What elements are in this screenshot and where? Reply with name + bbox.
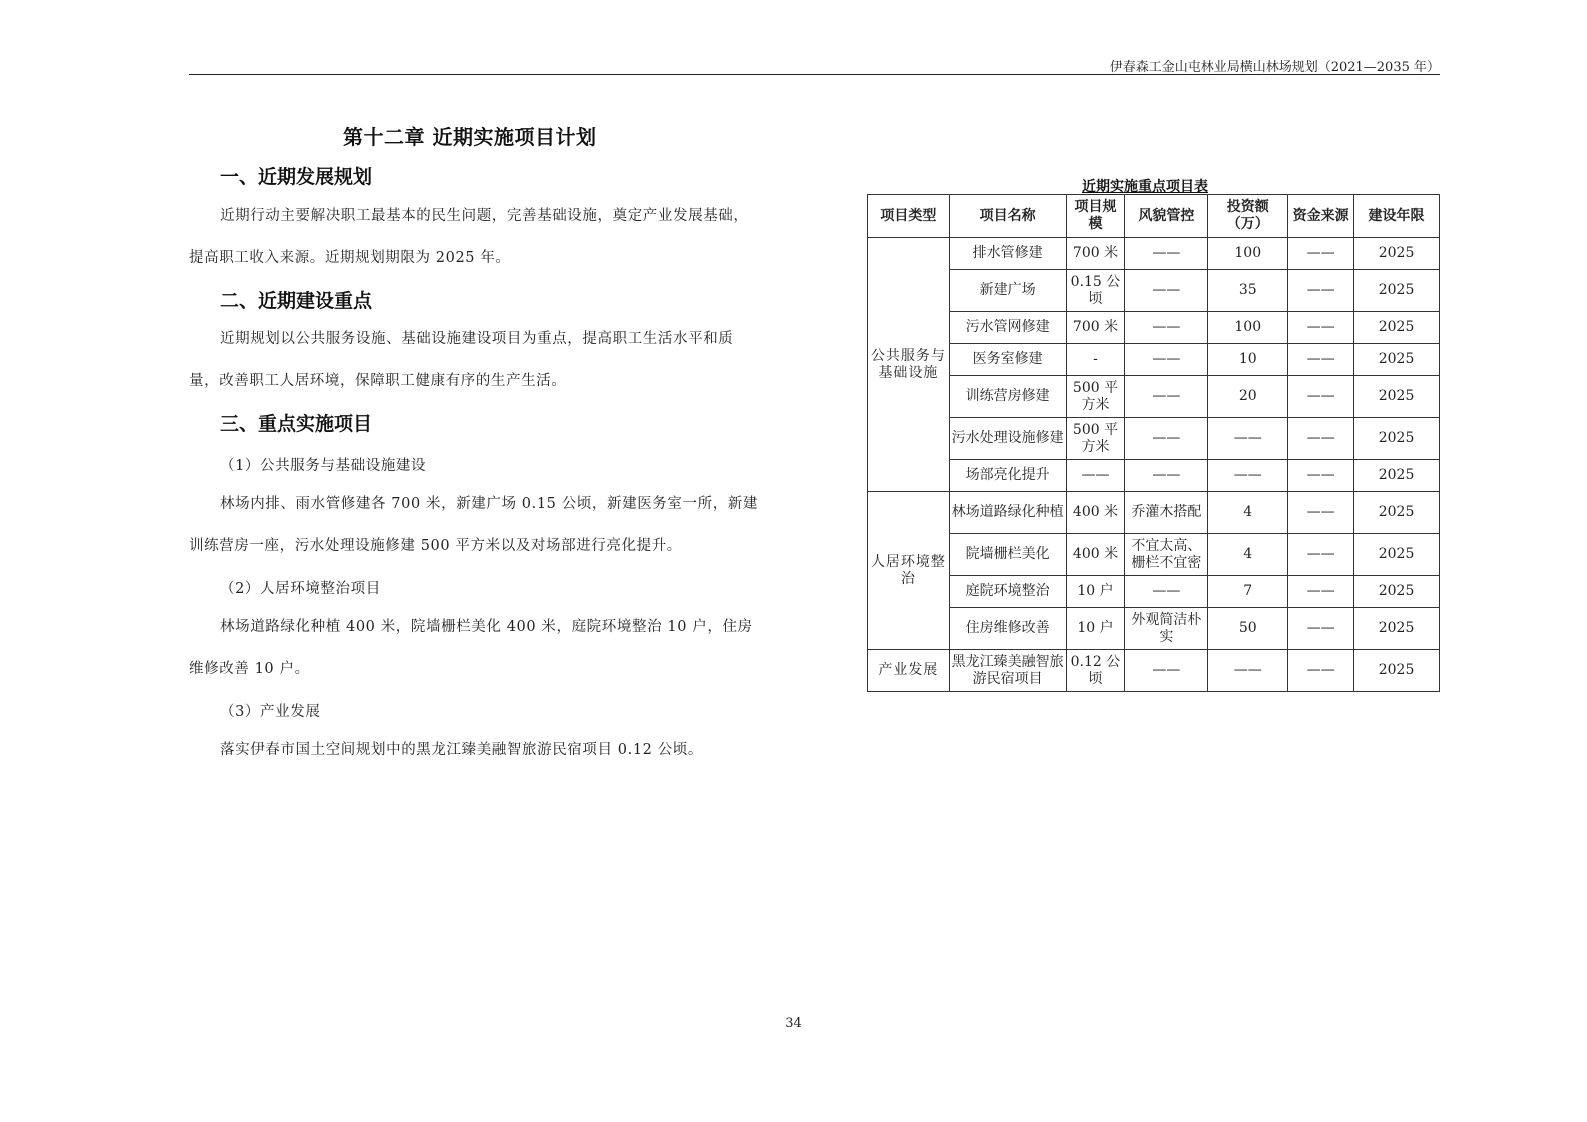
scale-cell: 400 米 — [1066, 534, 1125, 576]
project-name-cell: 医务室修建 — [949, 344, 1066, 376]
project-name-cell: 黑龙江臻美融智旅游民宿项目 — [949, 650, 1066, 692]
project-table — [867, 194, 1440, 692]
subsection-heading-1: （1）公共服务与基础设施建设 — [220, 458, 427, 474]
project-name-cell: 林场道路绿化种植 — [949, 492, 1066, 534]
project-name-cell: 住房维修改善 — [949, 608, 1066, 650]
scale-cell: 500 平方米 — [1066, 376, 1125, 418]
year-cell: 2025 — [1354, 650, 1440, 692]
table-header-row — [868, 195, 1440, 238]
table-row — [868, 460, 1440, 492]
table-row — [868, 376, 1440, 418]
funding-cell: —— — [1288, 344, 1354, 376]
scale-cell: 10 户 — [1066, 608, 1125, 650]
year-cell: 2025 — [1354, 534, 1440, 576]
style-control-cell: 外观简洁朴实 — [1125, 608, 1208, 650]
subsection-1-paragraph: 林场内排、雨水管修建各 700 米，新建广场 0.15 公顷，新建医务室一所，新建训练营房一座，污水处理设施修建 500 平方米以及对场部进行亮化提升。 — [189, 496, 758, 554]
project-name-cell: 排水管修建 — [949, 238, 1066, 270]
style-control-cell: —— — [1125, 270, 1208, 312]
year-cell: 2025 — [1354, 270, 1440, 312]
scale-cell: 0.15 公顷 — [1066, 270, 1125, 312]
funding-cell: —— — [1288, 312, 1354, 344]
col-header-scale: 项目规模 — [1066, 195, 1125, 238]
scale-cell: - — [1066, 344, 1125, 376]
col-header-year: 建设年限 — [1354, 195, 1440, 238]
funding-cell: —— — [1288, 492, 1354, 534]
scale-cell: 400 米 — [1066, 492, 1125, 534]
year-cell: 2025 — [1354, 238, 1440, 270]
table-row — [868, 534, 1440, 576]
style-control-cell: —— — [1125, 312, 1208, 344]
funding-cell: —— — [1288, 534, 1354, 576]
investment-cell: 50 — [1208, 608, 1288, 650]
style-control-cell: 不宜太高、栅栏不宜密 — [1125, 534, 1208, 576]
section-title-2: 二、近期建设重点 — [220, 290, 373, 312]
year-cell: 2025 — [1354, 460, 1440, 492]
funding-cell: —— — [1288, 270, 1354, 312]
table-row — [868, 418, 1440, 460]
funding-cell: —— — [1288, 376, 1354, 418]
col-header-name: 项目名称 — [949, 195, 1066, 238]
scale-cell: 0.12 公顷 — [1066, 650, 1125, 692]
table-row — [868, 608, 1440, 650]
section-2-paragraph: 近期规划以公共服务设施、基础设施建设项目为重点，提高职工生活水平和质量，改善职工人居环境，保障职工健康有序的生产生活。 — [189, 331, 734, 389]
style-control-cell: —— — [1125, 344, 1208, 376]
year-cell: 2025 — [1354, 344, 1440, 376]
investment-cell: 4 — [1208, 492, 1288, 534]
project-name-cell: 院墙栅栏美化 — [949, 534, 1066, 576]
year-cell: 2025 — [1354, 492, 1440, 534]
table-row — [868, 238, 1440, 270]
style-control-cell: —— — [1125, 376, 1208, 418]
section-1-paragraph: 近期行动主要解决职工最基本的民生问题，完善基础设施，奠定产业发展基础，提高职工收入来源。近期规划期限为 2025 年。 — [189, 208, 749, 266]
section-title-1: 一、近期发展规划 — [220, 166, 373, 188]
header-rule — [189, 74, 1440, 75]
year-cell: 2025 — [1354, 608, 1440, 650]
page-number: 34 — [785, 1016, 802, 1031]
project-name-cell: 污水处理设施修建 — [949, 418, 1066, 460]
subsection-2-paragraph: 林场道路绿化种植 400 米，院墙栅栏美化 400 米，庭院环境整治 10 户，住房维修改善 10 户。 — [189, 619, 753, 677]
running-header: 伊春森工金山屯林业局横山林场规划（2021—2035 年） — [1109, 60, 1440, 75]
investment-cell: —— — [1208, 460, 1288, 492]
table-row — [868, 312, 1440, 344]
investment-cell: 10 — [1208, 344, 1288, 376]
chapter-title: 第十二章 近期实施项目计划 — [343, 125, 597, 149]
style-control-cell: —— — [1125, 418, 1208, 460]
subsection-heading-3: （3）产业发展 — [220, 704, 321, 720]
funding-cell: —— — [1288, 418, 1354, 460]
investment-cell: 7 — [1208, 576, 1288, 608]
investment-cell: 35 — [1208, 270, 1288, 312]
project-name-cell: 新建广场 — [949, 270, 1066, 312]
investment-cell: 100 — [1208, 312, 1288, 344]
table-row — [868, 270, 1440, 312]
year-cell: 2025 — [1354, 376, 1440, 418]
project-name-cell: 污水管网修建 — [949, 312, 1066, 344]
investment-cell: 100 — [1208, 238, 1288, 270]
funding-cell: —— — [1288, 460, 1354, 492]
group-type-cell: 人居环境整治 — [868, 492, 950, 650]
col-header-funding: 资金来源 — [1288, 195, 1354, 238]
col-header-style-control: 风貌管控 — [1125, 195, 1208, 238]
table-row — [868, 492, 1440, 534]
scale-cell: 700 米 — [1066, 238, 1125, 270]
group-type-cell: 产业发展 — [868, 650, 950, 692]
project-name-cell: 场部亮化提升 — [949, 460, 1066, 492]
investment-cell: 4 — [1208, 534, 1288, 576]
col-header-investment: 投资额（万） — [1208, 195, 1288, 238]
year-cell: 2025 — [1354, 418, 1440, 460]
investment-cell: —— — [1208, 418, 1288, 460]
funding-cell: —— — [1288, 650, 1354, 692]
table-row — [868, 576, 1440, 608]
funding-cell: —— — [1288, 608, 1354, 650]
table-caption: 近期实施重点项目表 — [1082, 179, 1208, 195]
table-row — [868, 344, 1440, 376]
style-control-cell: —— — [1125, 650, 1208, 692]
subsection-heading-2: （2）人居环境整治项目 — [220, 581, 381, 597]
investment-cell: —— — [1208, 650, 1288, 692]
style-control-cell: —— — [1125, 576, 1208, 608]
scale-cell: 500 平方米 — [1066, 418, 1125, 460]
scale-cell: 10 户 — [1066, 576, 1125, 608]
project-name-cell: 训练营房修建 — [949, 376, 1066, 418]
group-type-cell: 公共服务与基础设施 — [868, 238, 950, 492]
col-header-type: 项目类型 — [868, 195, 950, 238]
project-name-cell: 庭院环境整治 — [949, 576, 1066, 608]
subsection-3-paragraph: 落实伊春市国土空间规划中的黑龙江臻美融智旅游民宿项目 0.12 公顷。 — [220, 742, 704, 758]
style-control-cell: —— — [1125, 460, 1208, 492]
funding-cell: —— — [1288, 238, 1354, 270]
style-control-cell: 乔灌木搭配 — [1125, 492, 1208, 534]
table-row — [868, 650, 1440, 692]
funding-cell: —— — [1288, 576, 1354, 608]
year-cell: 2025 — [1354, 312, 1440, 344]
style-control-cell: —— — [1125, 238, 1208, 270]
section-title-3: 三、重点实施项目 — [220, 413, 373, 435]
investment-cell: 20 — [1208, 376, 1288, 418]
year-cell: 2025 — [1354, 576, 1440, 608]
scale-cell: 700 米 — [1066, 312, 1125, 344]
scale-cell: —— — [1066, 460, 1125, 492]
